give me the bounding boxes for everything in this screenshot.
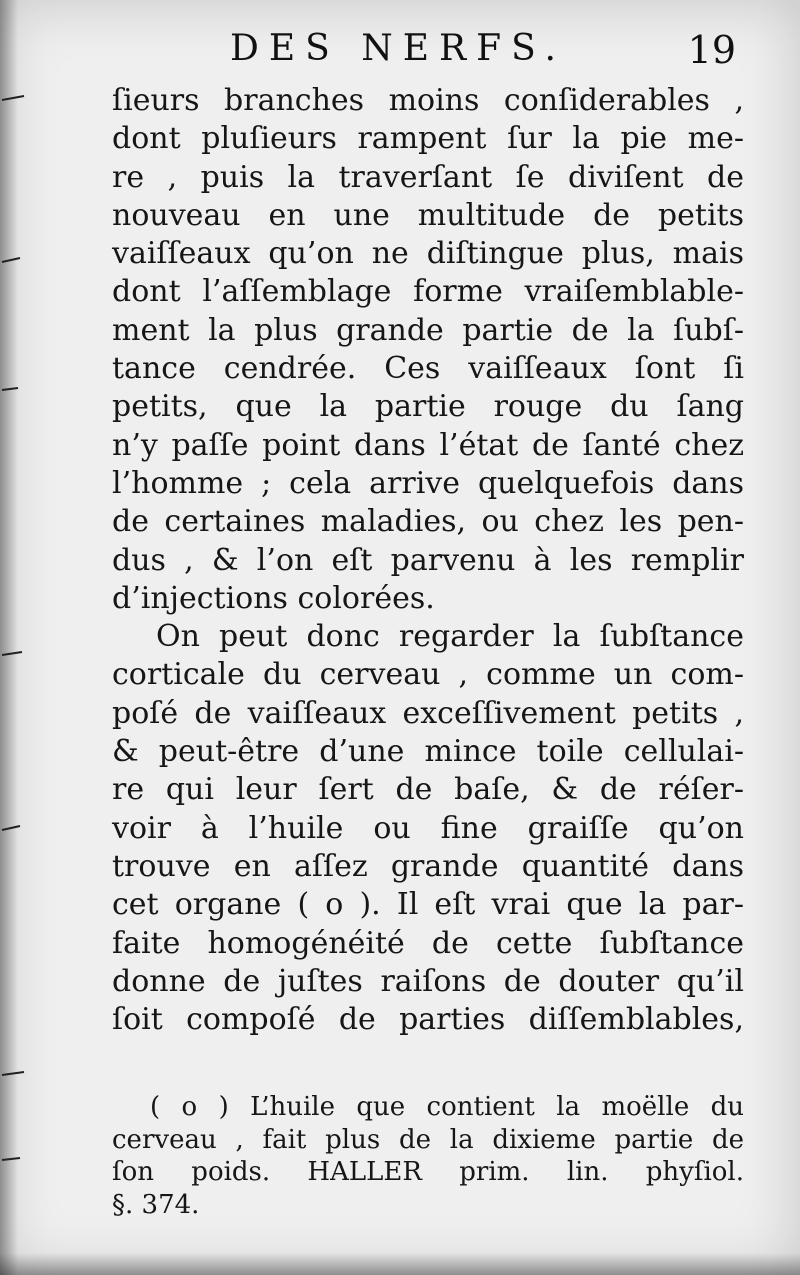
text-line: dus , & l’on eſt parvenu à les remplir (112, 542, 744, 578)
page-bottom-edge (0, 1253, 800, 1275)
footnote-line: ſon poids. HALLER prim. lin. phyſiol. (112, 1157, 744, 1187)
margin-tick (2, 1072, 24, 1075)
text-line: re qui leur ſert de baſe, & de réſer- (112, 772, 744, 808)
running-title: DES NERFS. (230, 28, 566, 69)
paragraph-end-line: d’injections colorées. (112, 580, 435, 616)
text-line: trouve en aſſez grande quantité dans (112, 848, 744, 884)
text-line: ment la plus grande partie de la ſubſ- (112, 312, 744, 348)
text-line: dont pluſieurs rampent ſur la pie me- (112, 121, 744, 157)
margin-tick (2, 652, 22, 655)
paragraph-start-line: On peut donc regarder la ſubſtance (156, 619, 744, 655)
text-line: donne de juſtes raiſons de douter qu’il (112, 963, 744, 999)
text-line: faite homogénéité de cette ſubſtance (112, 925, 744, 961)
text-line: & peut-être d’une mince toile cellulai- (112, 734, 744, 770)
margin-tick (2, 96, 24, 100)
margin-tick (2, 1158, 20, 1160)
text-line: voir à l’huile ou fine graiſſe qu’on (112, 810, 744, 846)
margin-tick (2, 826, 20, 830)
text-line: de certaines maladies, ou chez les pen- (112, 504, 744, 540)
text-line: corticale du cerveau , comme un com- (112, 657, 744, 693)
footnote-line: ( o ) L’huile que contient la moëlle du (150, 1092, 744, 1122)
text-line: poſé de vaiſſeaux exceſſivement petits , (112, 695, 744, 731)
text-line: tance cendrée. Ces vaiſſeaux ſont ſi (112, 351, 744, 387)
margin-tick (2, 258, 20, 262)
margin-tick (2, 388, 18, 390)
text-line: ſoit compoſé de parties diſſemblables, (112, 1002, 744, 1038)
text-line: ſieurs branches moins conſiderables , (112, 83, 744, 118)
text-line: n’y paſſe point dans l’état de ſanté chez (112, 427, 744, 463)
text-line: cet organe ( o ). Il eſt vrai que la par- (112, 887, 744, 923)
text-line: vaiſſeaux qu’on ne diſtingue plus, mais (112, 236, 744, 272)
text-line: re , puis la traverſant ſe diviſent de (112, 159, 744, 195)
footnote-line: cerveau , fait plus de la dixieme partie de (112, 1124, 744, 1155)
text-line: nouveau en une multitude de petits (112, 197, 744, 233)
text-line: petits, que la partie rouge du ſang (112, 389, 744, 425)
footnote-line: §. 374. (112, 1189, 200, 1220)
text-line: l’homme ; cela arrive quelquefois dans (112, 465, 744, 501)
page-number: 19 (687, 28, 736, 72)
text-line: dont l’aſſemblage forme vraiſemblable- (112, 274, 744, 310)
